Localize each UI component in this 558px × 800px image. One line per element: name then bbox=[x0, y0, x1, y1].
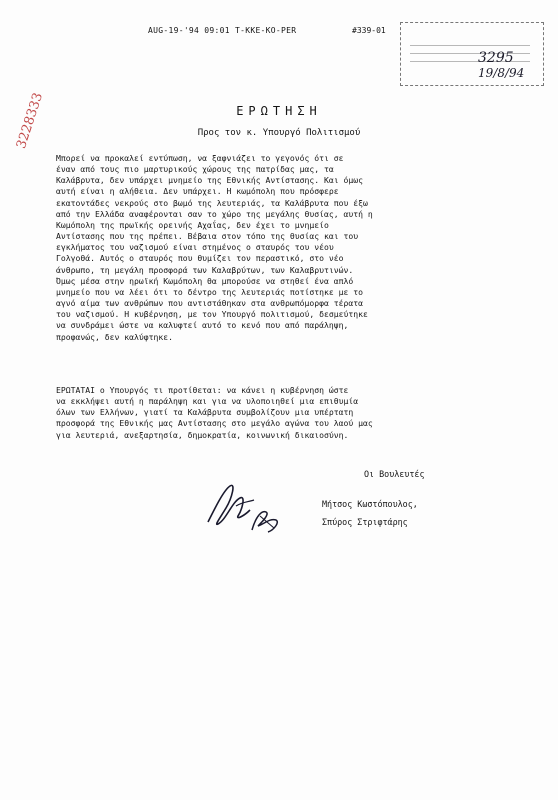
handwritten-signatures bbox=[196, 476, 292, 538]
text-line: Μπορεί να προκαλεί εντύπωση, να ξαφνιάζει το γεγονός ότι σε bbox=[56, 153, 344, 163]
handwritten-protocol-number: 3295 bbox=[478, 50, 514, 66]
text-line: αυτή είναι η αλήθεια. Δεν υπάρχει. Η κωμόπολη που πρόσφερε bbox=[56, 186, 339, 197]
text-line: αγνό αίμα των ανθρώπων που αντιστάθηκαν στα ανθρωπόμορφα τέρατα bbox=[56, 298, 363, 309]
text-line: εκατοντάδες νεκρούς στο βωμό της λευτεριάς, τα Καλάβρυτα που έξω bbox=[56, 197, 368, 208]
handwritten-date: 19/8/94 bbox=[478, 66, 525, 80]
text-line: ΕΡΩΤΑΤΑΙ ο Υπουργός τι προτίθεται: να κάνει η κυβέρνηση ώστε bbox=[56, 385, 349, 395]
text-line: να εκκλήψει αυτή η παράληψη και για να υλοποιηθεί μια επιθυμία bbox=[56, 396, 359, 407]
signers-label: Οι Βουλευτές bbox=[364, 469, 425, 479]
text-line: εγκλήματος του ναζισμού είναι στημένος ο σταυρός του νέου bbox=[56, 242, 334, 253]
text-line: Κωμόπολη της πρωϊκής ορεινής Αχαΐας, δεν έχει το μνημείο bbox=[56, 219, 329, 230]
text-line: προσφορά της Εθνικής μας Αντίστασης στο μεγάλο αγώνα του λαού μας bbox=[56, 418, 373, 429]
body-paragraph-2 bbox=[56, 385, 504, 441]
text-line: του ναζισμού. Η κυβέρνηση, με τον Υπουργό πολιτισμού, δεσμεύτηκε bbox=[56, 309, 368, 320]
margin-handwritten-number: 3228333 bbox=[14, 90, 47, 151]
text-line: Καλάβρυτα, δεν υπάρχει μνημείο της Εθνικής Αντίστασης. Και όμως bbox=[56, 175, 363, 186]
fax-transmission-header: AUG-19-'94 09:01 T-KKE-KO-PER bbox=[148, 26, 297, 35]
fax-page-id: #339-01 bbox=[352, 26, 386, 35]
text-line: άνθρωπο, τη μεγάλη προσφορά των Καλαβρύτων, των Καλαβρυτινών. bbox=[56, 264, 354, 275]
signer-name-2: Σπύρος Στριφτάρης bbox=[322, 517, 408, 527]
text-line: όλων των Ελλήνων, γιατί τα Καλάβρυτα συμβολίζουν μια υπέρτατη bbox=[56, 407, 354, 418]
text-line: να συνδράμει ώστε να καλυφτεί αυτό το κενό που από παράληψη, bbox=[56, 320, 349, 331]
text-line: μνημείο που να λέει ότι το δέντρο της λευτεριάς ποτίστηκε με το bbox=[56, 286, 363, 297]
text-line: Αντίστασης που της πρέπει. Βέβαια στον τόπο της θυσίας και του bbox=[56, 231, 359, 242]
signer-name-1: Μήτσος Κωστόπουλος, bbox=[322, 499, 418, 509]
body-paragraph-1 bbox=[56, 153, 504, 343]
text-line: για λευτεριά, ανεξαρτησία, δημοκρατία, κοινωνική δικαιοσύνη. bbox=[56, 429, 349, 440]
text-line: προφανώς, δεν καλύφτηκε. bbox=[56, 331, 173, 342]
text-line: από την Ελλάδα αναφέρονται σαν το χώρο της μεγάλης θυσίας, αυτή η bbox=[56, 208, 373, 219]
text-line: έναν από τους πιο μαρτυρικούς χώρους της πατρίδας μας, τα bbox=[56, 164, 334, 175]
document-title: ΕΡΩΤΗΣΗ bbox=[236, 104, 322, 118]
text-line: Όμως μέσα στην ηρωϊκή Κωμόπολη θα μπορούσε να στηθεί ένα απλό bbox=[56, 275, 354, 286]
addressee-line: Προς τον κ. Υπουργό Πολιτισμού bbox=[197, 128, 361, 138]
text-line: Γολγοθά. Αυτός ο σταυρός που θυμίζει τον περαστικό, στο νέο bbox=[56, 253, 344, 264]
